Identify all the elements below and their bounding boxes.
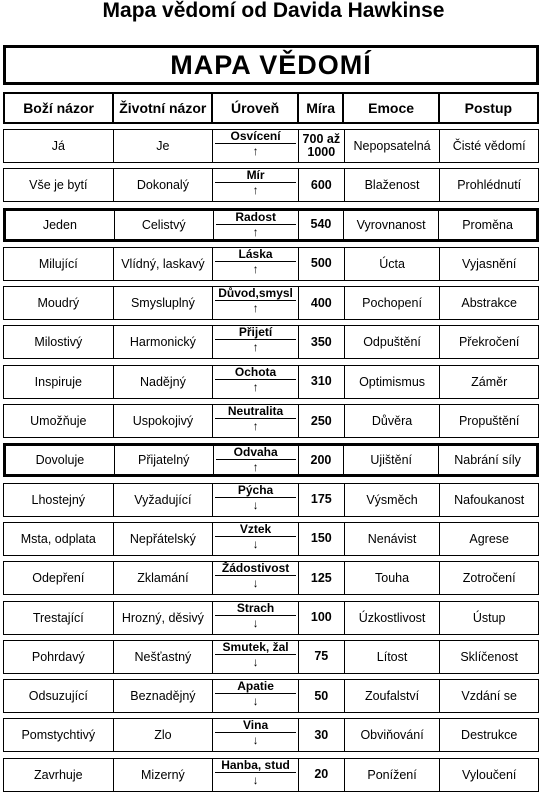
measure-cell: 30: [299, 719, 345, 751]
level-name: Osvícení: [215, 130, 296, 144]
table-row: [3, 522, 539, 556]
emotion-cell: Zoufalství: [345, 680, 441, 712]
process-cell: Destrukce: [461, 728, 518, 743]
level-name: Neutralita: [215, 405, 296, 419]
header-life-view: Životní názor: [114, 94, 213, 122]
emotion-cell: Touha: [345, 562, 441, 594]
process-cell: Propuštění: [458, 414, 520, 429]
level-name: Žádostivost: [215, 562, 296, 576]
level-cell: [213, 169, 299, 201]
level-cell: [213, 602, 299, 634]
measure-cell: 500: [299, 248, 345, 280]
process-cell: Záměr: [471, 374, 508, 389]
level-cell: [213, 641, 299, 673]
header-god-view: Boží názor: [5, 94, 114, 122]
table-row: [3, 168, 539, 202]
god-view-cell: Vše je bytí: [4, 169, 114, 201]
level-name: Přijetí: [215, 326, 296, 340]
god-view-cell: Já: [4, 130, 114, 162]
life-view-cell: Nadějný: [114, 366, 214, 398]
life-view-cell: Dokonalý: [114, 169, 214, 201]
emotion-cell: Úzkostlivost: [345, 602, 441, 634]
emotion-cell: Nepopsatelná: [345, 130, 441, 162]
table-row: [3, 758, 539, 792]
life-view-cell: Uspokojivý: [114, 405, 214, 437]
life-view-cell: Vyžadující: [114, 484, 214, 516]
page-title: Mapa vědomí od Davida Hawkinse: [102, 0, 445, 22]
level-cell: [213, 366, 299, 398]
emotion-cell: Obviňování: [345, 719, 441, 751]
emotion-cell: Optimismus: [345, 366, 441, 398]
level-cell: [213, 326, 299, 358]
life-view-cell: Je: [114, 130, 214, 162]
life-view-cell: Zlo: [114, 719, 214, 751]
process-cell: Ústup: [472, 610, 506, 625]
god-view-cell: Lhostejný: [4, 484, 114, 516]
measure-cell: 100: [299, 602, 345, 634]
level-name: Pýcha: [215, 484, 296, 498]
process-cell: Čisté vědomí: [452, 139, 526, 153]
header-process: Postup: [464, 100, 513, 116]
god-view-cell: Milostivý: [4, 326, 114, 358]
emotion-cell: Výsměch: [345, 484, 441, 516]
table-row: [3, 679, 539, 713]
god-view-cell: Pomstychtivý: [4, 719, 114, 751]
level-name: Vina: [215, 719, 296, 733]
emotion-cell: Vyrovnanost: [344, 211, 439, 239]
map-heading: MAPA VĚDOMÍ: [3, 45, 539, 85]
level-cell: [213, 484, 299, 516]
process-cell: Vyjasnění: [461, 256, 517, 271]
level-cell: [213, 759, 299, 791]
god-view-cell: Milující: [4, 248, 114, 280]
process-cell: Agrese: [469, 531, 509, 546]
god-view-cell: Pohrdavý: [4, 641, 114, 673]
measure-cell: 75: [299, 641, 345, 673]
level-cell: [213, 680, 299, 712]
arrow-up-icon: ↑: [252, 261, 259, 276]
emotion-cell: Odpuštění: [345, 326, 441, 358]
process-cell: Vyloučení: [461, 767, 517, 782]
arrow-up-icon: ↑: [252, 460, 259, 475]
measure-cell: 700 až 1000: [299, 130, 345, 162]
god-view-cell: Odepření: [4, 562, 114, 594]
process-cell: Nabrání síly: [454, 453, 521, 468]
god-view-cell: Moudrý: [4, 287, 114, 319]
level-cell: [214, 211, 299, 239]
table-row: [3, 286, 539, 320]
measure-cell: 540: [299, 211, 344, 239]
emotion-cell: Blaženost: [345, 169, 441, 201]
table-row: [3, 640, 539, 674]
table-row: [3, 561, 539, 595]
level-name: Láska: [215, 248, 296, 262]
level-cell: [213, 562, 299, 594]
emotion-cell: Nenávist: [345, 523, 441, 555]
level-cell: [213, 405, 299, 437]
level-name: Ochota: [215, 366, 296, 380]
god-view-cell: Umožňuje: [4, 405, 114, 437]
table-row: [3, 129, 539, 163]
life-view-cell: Mizerný: [114, 759, 214, 791]
table-row: [3, 247, 539, 281]
level-name: Radost: [216, 211, 296, 225]
life-view-cell: Harmonický: [114, 326, 214, 358]
measure-cell: 200: [299, 446, 344, 474]
emotion-cell: Pochopení: [345, 287, 441, 319]
life-view-cell: Hrozný, děsivý: [114, 602, 214, 634]
arrow-down-icon: ↓: [252, 615, 259, 630]
arrow-down-icon: ↓: [252, 733, 259, 748]
table-row: [3, 483, 539, 517]
process-cell: Proměna: [462, 217, 513, 232]
table-row: [3, 718, 539, 752]
emotion-cell: Ujištění: [344, 446, 439, 474]
level-name: Mír: [215, 169, 296, 183]
process-cell: Vzdání se: [461, 689, 517, 704]
header-emotion: Emoce: [344, 94, 439, 122]
arrow-up-icon: ↑: [252, 340, 259, 355]
arrow-down-icon: ↓: [252, 497, 259, 512]
table-row: [3, 365, 539, 399]
emotion-cell: Ponížení: [345, 759, 441, 791]
measure-cell: 400: [299, 287, 345, 319]
arrow-down-icon: ↓: [252, 654, 259, 669]
arrow-up-icon: ↑: [252, 301, 259, 316]
arrow-up-icon: ↑: [252, 224, 259, 239]
life-view-cell: Celistvý: [115, 211, 214, 239]
level-cell: [213, 248, 299, 280]
table-row: [3, 325, 539, 359]
measure-cell: 20: [299, 759, 345, 791]
level-name: Odvaha: [216, 446, 296, 460]
level-cell: [213, 287, 299, 319]
measure-cell: 125: [299, 562, 345, 594]
table-row: [3, 443, 539, 477]
measure-cell: 50: [299, 680, 345, 712]
life-view-cell: Zklamání: [114, 562, 214, 594]
arrow-up-icon: ↑: [252, 379, 259, 394]
measure-cell: 350: [299, 326, 345, 358]
level-name: Strach: [215, 602, 296, 616]
measure-cell: 175: [299, 484, 345, 516]
life-view-cell: Vlídný, laskavý: [114, 248, 214, 280]
arrow-down-icon: ↓: [252, 536, 259, 551]
measure-cell: 310: [299, 366, 345, 398]
god-view-cell: Odsuzující: [4, 680, 114, 712]
level-name: Apatie: [215, 680, 296, 694]
process-cell: Sklíčenost: [460, 649, 519, 664]
level-name: Smutek, žal: [215, 641, 296, 655]
arrow-up-icon: ↑: [252, 183, 259, 198]
level-cell: [213, 523, 299, 555]
process-cell: Nafoukanost: [454, 492, 525, 507]
life-view-cell: Beznadějný: [114, 680, 214, 712]
measure-cell: 150: [299, 523, 345, 555]
level-name: Důvod,smysl: [215, 287, 296, 301]
arrow-up-icon: ↑: [252, 419, 259, 434]
level-cell: [213, 130, 299, 162]
emotion-cell: Důvěra: [345, 405, 441, 437]
header-level: Úroveň: [213, 94, 298, 122]
table-row: [3, 208, 539, 242]
measure-cell: 250: [299, 405, 345, 437]
god-view-cell: Jeden: [6, 211, 115, 239]
god-view-cell: Inspiruje: [4, 366, 114, 398]
arrow-down-icon: ↓: [252, 576, 259, 591]
header-measure: Míra: [299, 94, 345, 122]
table-row: [3, 601, 539, 635]
life-view-cell: Přijatelný: [115, 446, 214, 474]
process-cell: Zotročení: [462, 571, 516, 586]
level-cell: [214, 446, 299, 474]
table-body: [3, 129, 539, 797]
emotion-cell: Úcta: [345, 248, 441, 280]
measure-cell: 600: [299, 169, 345, 201]
life-view-cell: Smysluplný: [114, 287, 214, 319]
process-cell: Překročení: [458, 335, 520, 350]
life-view-cell: Nepřátelský: [114, 523, 214, 555]
level-name: Hanba, stud: [215, 759, 296, 773]
arrow-down-icon: ↓: [252, 694, 259, 709]
emotion-cell: Lítost: [345, 641, 441, 673]
process-cell: Abstrakce: [461, 296, 517, 311]
god-view-cell: Msta, odplata: [4, 523, 114, 555]
god-view-cell: Dovoluje: [6, 446, 115, 474]
arrow-down-icon: ↓: [252, 772, 259, 787]
life-view-cell: Nešťastný: [114, 641, 214, 673]
god-view-cell: Trestající: [4, 602, 114, 634]
process-cell: Prohlédnutí: [457, 178, 522, 193]
table-row: [3, 404, 539, 438]
god-view-cell: Zavrhuje: [4, 759, 114, 791]
table-header: [3, 92, 539, 124]
level-name: Vztek: [215, 523, 296, 537]
arrow-up-icon: ↑: [252, 144, 259, 158]
level-cell: [213, 719, 299, 751]
